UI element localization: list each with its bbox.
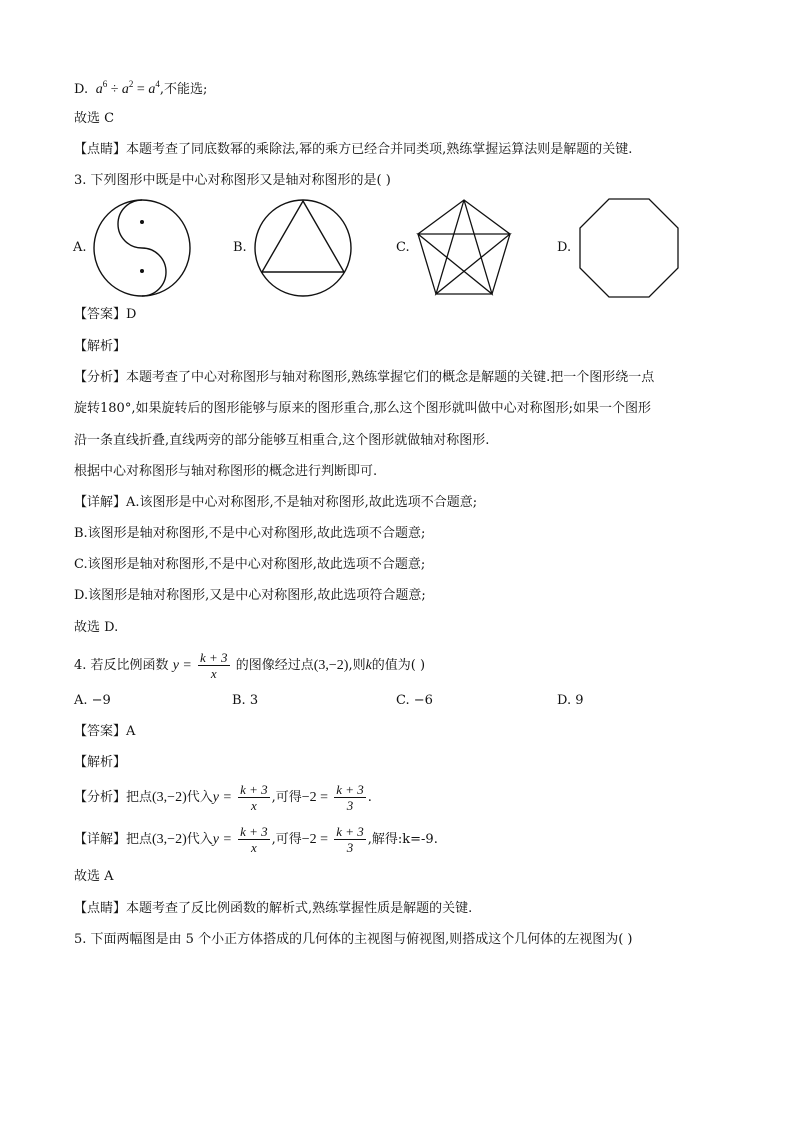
circle-triangle-figure xyxy=(253,198,353,298)
prev-choose: 故选 C xyxy=(74,111,115,126)
q3-detail-a: 【详解】A.该图形是中心对称图形,不是轴对称图形,故此选项不合题意; xyxy=(74,495,478,510)
q3-label-c: C. xyxy=(396,240,410,255)
octagon-figure xyxy=(578,197,680,299)
q4-analysis: 【分析】把点(3,−2)代入y = $\frac{k + 3}{x}$ ,可得−2 = $\frac{k + 3}{3}$ . xyxy=(74,782,372,813)
q4-dianjing: 【点睛】本题考查了反比例函数的解析式,熟练掌握性质是解题的关键. xyxy=(74,901,473,916)
q4-jiexi: 【解析】 xyxy=(74,755,127,770)
q3-label-a: A. xyxy=(73,240,87,255)
q3-analysis-4: 根据中心对称图形与轴对称图形的概念进行判断即可. xyxy=(74,464,378,479)
q4-point: (3,−2) xyxy=(313,658,349,673)
prev-dianjing: 【点睛】本题考查了同底数幂的乘除法,幂的乘方已经合并同类项,熟练掌握运算法则是解题的关键. xyxy=(74,142,633,157)
q3-analysis-3: 沿一条直线折叠,直线两旁的部分能够互相重合,这个图形就做轴对称图形. xyxy=(74,433,490,448)
q3-label-d: D. xyxy=(557,240,572,255)
yin-yang-figure xyxy=(92,198,192,298)
prev-option-d xyxy=(74,75,207,99)
q3-detail-b: B.该图形是轴对称图形,不是中心对称图形,故此选项不合题意; xyxy=(74,526,426,541)
pentagon-star-figure xyxy=(416,198,512,298)
q4-stem: 4. 若反比例函数 y = $\frac{k + 3}{x}$ 的图像经过点(3,−2),则k的值为( ) xyxy=(74,650,426,681)
q4-choose: 故选 A xyxy=(74,869,114,884)
q4-option-b: B. 3 xyxy=(232,693,259,708)
q4-detail: 【详解】把点(3,−2)代入y = $\frac{k + 3}{x}$ ,可得−2 = $\frac{k + 3}{3}$ ,解得:k=-9. xyxy=(74,824,438,855)
q3-jiexi: 【解析】 xyxy=(74,339,127,354)
q4-option-a: A. −9 xyxy=(74,693,111,708)
q3-analysis-2: 旋转180°,如果旋转后的图形能够与原来的图形重合,那么这个图形就叫做中心对称图形;如果一个图形 xyxy=(74,401,651,416)
q3-choose: 故选 D. xyxy=(74,620,119,635)
q3-label-b: B. xyxy=(233,240,247,255)
option-d-expression: $a^6 \div a^2 = a^4$ xyxy=(95,79,160,97)
q4-answer: 【答案】A xyxy=(74,724,136,739)
q4-option-d: D. 9 xyxy=(557,693,584,708)
option-d-label: D. xyxy=(74,82,89,97)
q3-detail-d: D.该图形是轴对称图形,又是中心对称图形,故此选项符合题意; xyxy=(74,588,426,603)
q3-stem: 3. 下列图形中既是中心对称图形又是轴对称图形的是( ) xyxy=(74,173,391,188)
q5-stem: 5. 下面两幅图是由 5 个小正方体搭成的几何体的主视图与俯视图,则搭成这个几何体的左视图为( ) xyxy=(74,932,633,947)
q4-y-eq: y = xyxy=(172,658,192,673)
q4-fraction: $\frac{k + 3}{x}$ xyxy=(200,650,228,681)
q4-option-c: C. −6 xyxy=(396,693,433,708)
option-d-tail: ,不能选; xyxy=(159,82,208,97)
q3-detail-c: C.该图形是轴对称图形,不是中心对称图形,故此选项不合题意; xyxy=(74,557,426,572)
q3-answer: 【答案】D xyxy=(74,307,137,322)
q3-analysis-1: 【分析】本题考查了中心对称图形与轴对称图形,熟练掌握它们的概念是解题的关键.把一个图形绕一点 xyxy=(74,370,655,385)
